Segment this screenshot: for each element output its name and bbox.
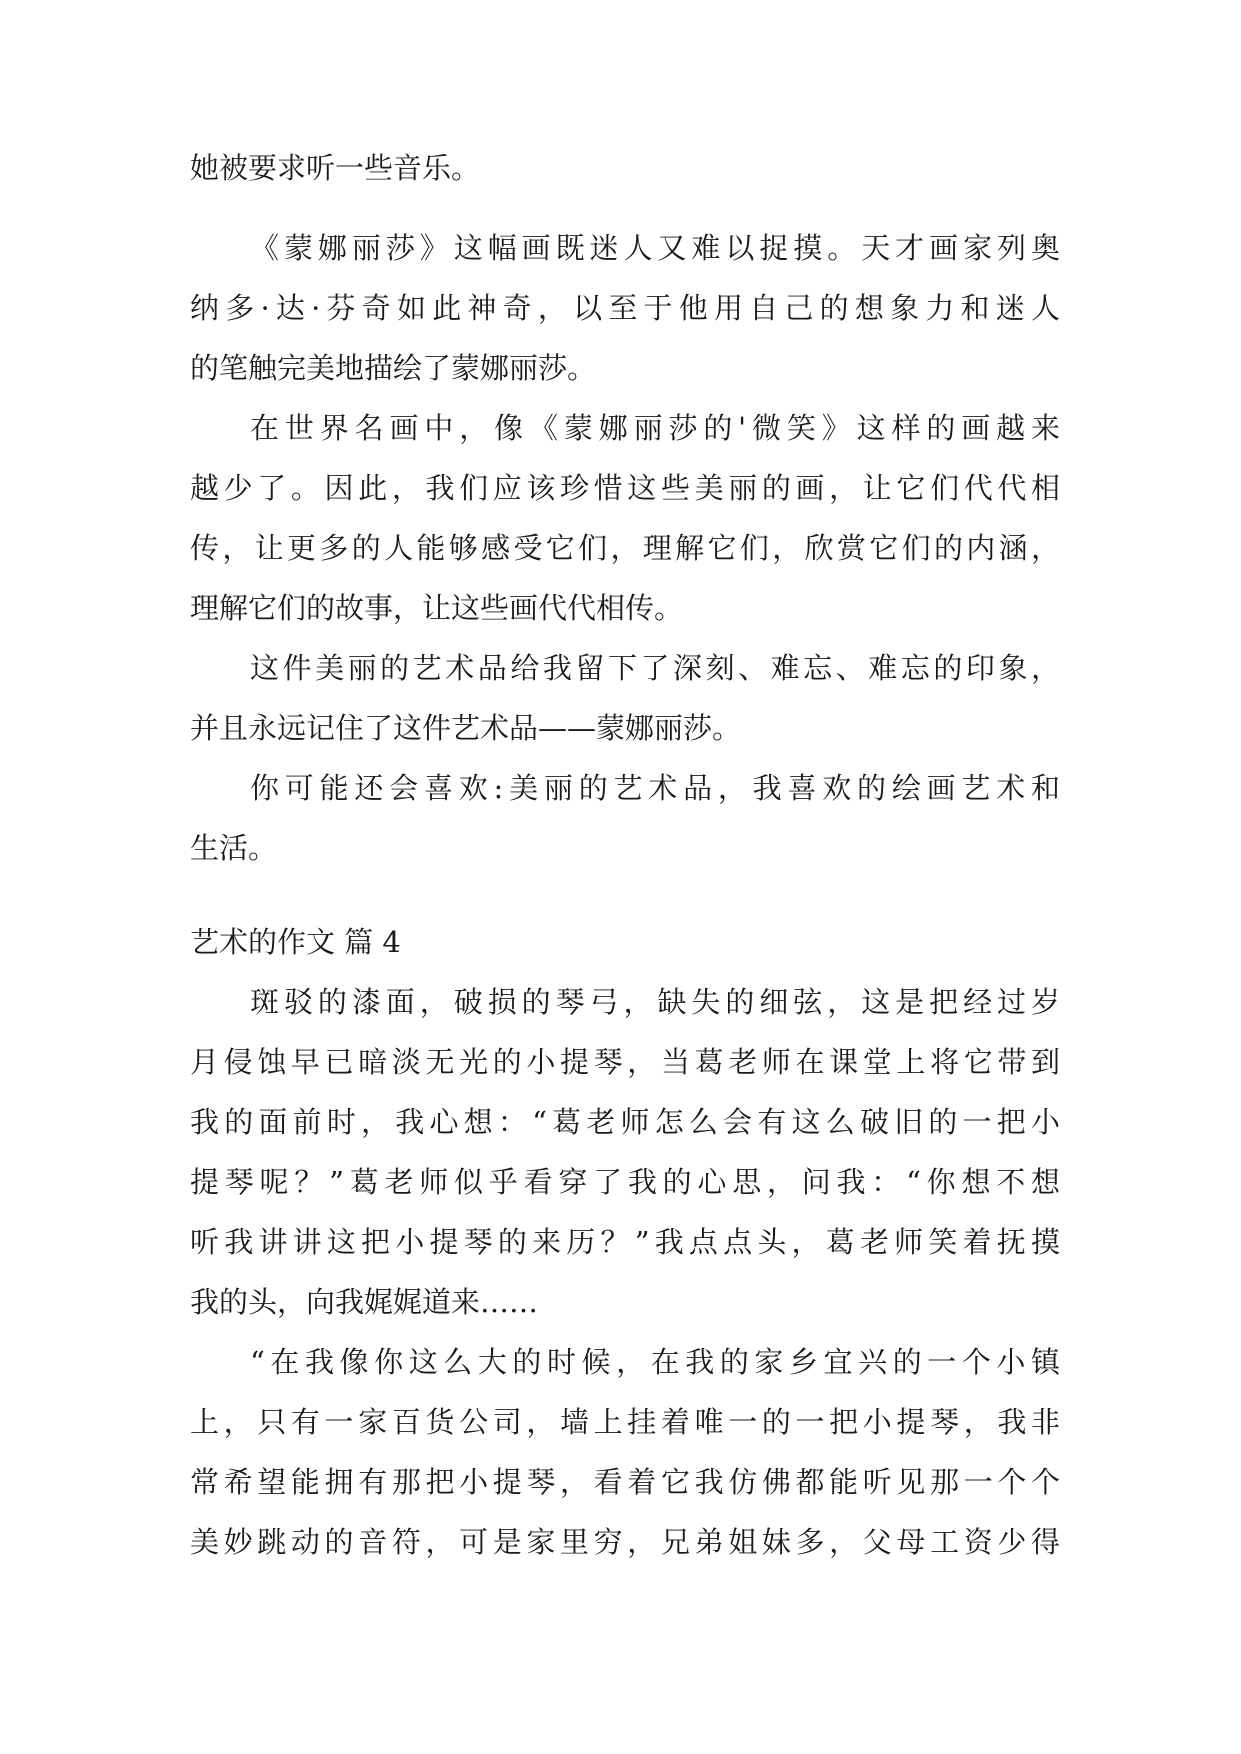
paragraph-line: 听我讲讲这把小提琴的来历？”我点点头，葛老师笑着抚摸 — [190, 1225, 1060, 1259]
paragraph-line: 提琴呢？”葛老师似乎看穿了我的心思，问我：“你想不想 — [190, 1165, 1060, 1199]
paragraph-line: 越少了。因此，我们应该珍惜这些美丽的画，让它们代代相 — [190, 471, 1060, 505]
paragraph-line: 斑驳的漆面，破损的琴弓，缺失的细弦，这是把经过岁 — [250, 985, 1060, 1019]
paragraph-line: 并且永远记住了这件艺术品——蒙娜丽莎。 — [190, 711, 742, 745]
paragraph-line: 我的面前时，我心想：“葛老师怎么会有这么破旧的一把小 — [190, 1105, 1060, 1139]
paragraph-line: 的笔触完美地描绘了蒙娜丽莎。 — [190, 351, 597, 385]
paragraph-line: 理解它们的故事，让这些画代代相传。 — [190, 591, 684, 625]
paragraph-line: 你可能还会喜欢:美丽的艺术品，我喜欢的绘画艺术和 — [250, 771, 1060, 805]
paragraph-line: 常希望能拥有那把小提琴，看着它我仿佛都能听见那一个个 — [190, 1465, 1060, 1499]
paragraph-line: “在我像你这么大的时候，在我的家乡宜兴的一个小镇 — [250, 1345, 1060, 1379]
paragraph-line: 月侵蚀早已暗淡无光的小提琴，当葛老师在课堂上将它带到 — [190, 1045, 1060, 1079]
paragraph-line: 生活。 — [190, 831, 278, 865]
paragraph-line: 美妙跳动的音符，可是家里穷，兄弟姐妹多，父母工资少得 — [190, 1525, 1060, 1559]
paragraph-line: 纳多·达·芬奇如此神奇，以至于他用自己的想象力和迷人 — [190, 291, 1060, 325]
paragraph-line: 《蒙娜丽莎》这幅画既迷人又难以捉摸。天才画家列奥 — [250, 231, 1060, 265]
paragraph-line: 我的头，向我娓娓道来…… — [190, 1285, 539, 1319]
paragraph-line: 她被要求听一些音乐。 — [190, 151, 481, 185]
paragraph-line: 在世界名画中，像《蒙娜丽莎的'微笑》这样的画越来 — [250, 411, 1060, 445]
paragraph-line: 传，让更多的人能够感受它们，理解它们，欣赏它们的内涵， — [190, 531, 1060, 565]
paragraph-line: 上，只有一家百货公司，墙上挂着唯一的一把小提琴，我非 — [190, 1405, 1060, 1439]
paragraph-line: 这件美丽的艺术品给我留下了深刻、难忘、难忘的印象， — [250, 651, 1060, 685]
section-heading: 艺术的作文 篇 4 — [190, 925, 401, 959]
